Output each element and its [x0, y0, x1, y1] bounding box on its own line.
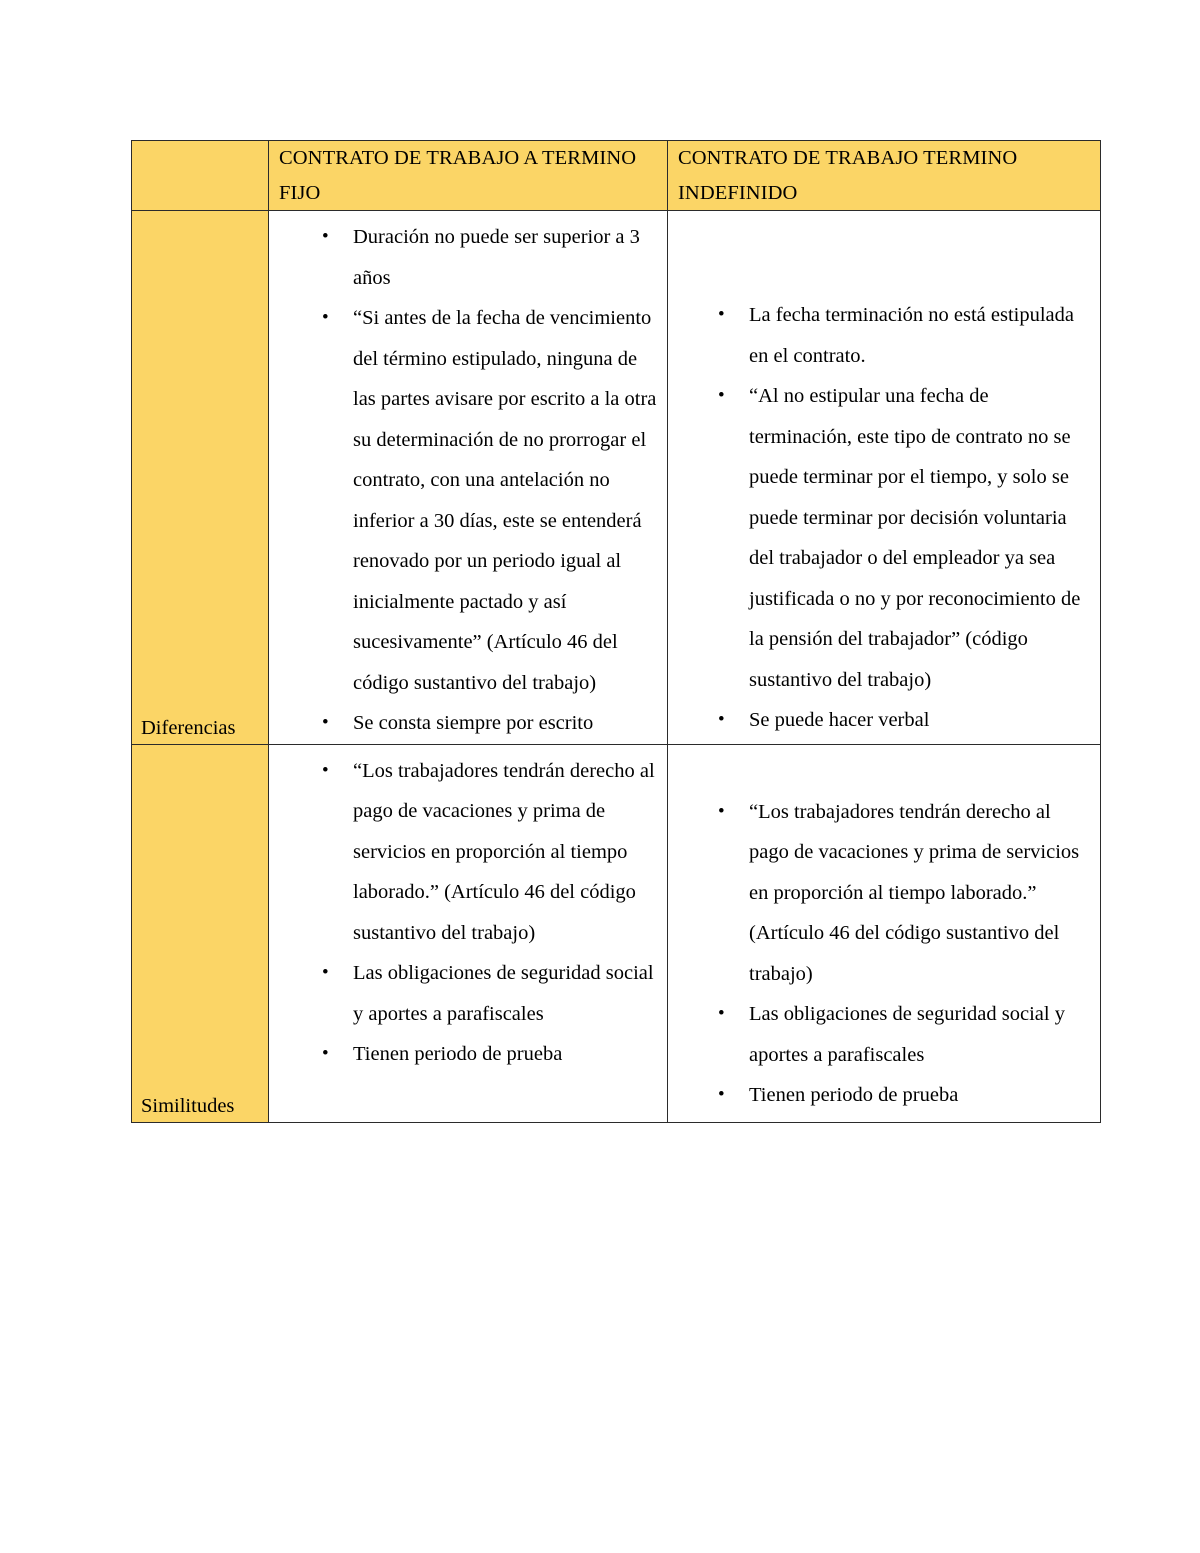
comparison-table — [131, 140, 1101, 1123]
bullet-list — [269, 751, 667, 1075]
header-cell-termino-indefinido — [668, 141, 1101, 211]
table-row — [132, 744, 1101, 1122]
list-item: • Se puede hacer verbal — [668, 700, 1100, 741]
row-label-similitudes: Similitudes — [141, 1094, 235, 1117]
list-item: • “Los trabajadores tendrán derecho al pago de vacaciones y prima de servicios en proporción al tiempo laborado.” (Artículo 46 del código sustantivo del trabajo) — [668, 792, 1100, 995]
table-row — [132, 211, 1101, 745]
list-item: • Las obligaciones de seguridad social y aportes a parafiscales — [269, 953, 667, 1034]
header-label-termino-indefinido: CONTRATO DE TRABAJO TERMINO INDEFINIDO — [678, 147, 1018, 204]
cell-similitudes-termino-indefinido — [668, 744, 1101, 1122]
header-cell-termino-fijo — [269, 141, 668, 211]
list-item: • Tienen periodo de prueba — [668, 1075, 1100, 1116]
list-item: • Se consta siempre por escrito — [269, 703, 667, 744]
cell-content — [269, 745, 667, 1081]
table-header-row — [132, 141, 1101, 211]
comparison-table-container — [131, 140, 1100, 1123]
bullet-list — [668, 792, 1100, 1116]
cell-content — [668, 745, 1100, 1122]
row-label-cell-similitudes — [132, 744, 269, 1122]
row-label-diferencias: Diferencias — [141, 716, 236, 739]
header-label-termino-fijo: CONTRATO DE TRABAJO A TERMINO FIJO — [279, 147, 637, 204]
cell-content — [668, 211, 1100, 741]
list-item: • “Los trabajadores tendrán derecho al pago de vacaciones y prima de servicios en proporción al tiempo laborado.” (Artículo 46 del código sustantivo del trabajo) — [269, 751, 667, 954]
row-label-cell-diferencias — [132, 211, 269, 745]
list-item: • Las obligaciones de seguridad social y aportes a parafiscales — [668, 994, 1100, 1075]
list-item: • La fecha terminación no está estipulada en el contrato. — [668, 295, 1100, 376]
cell-content — [269, 211, 667, 744]
header-corner-cell — [132, 141, 269, 211]
cell-similitudes-termino-fijo — [269, 744, 668, 1122]
cell-diferencias-termino-fijo — [269, 211, 668, 745]
cell-diferencias-termino-indefinido — [668, 211, 1101, 745]
list-item: • Duración no puede ser superior a 3 años — [269, 217, 667, 298]
bullet-list — [668, 295, 1100, 741]
list-item: • “Si antes de la fecha de vencimiento del término estipulado, ninguna de las partes avisare por escrito a la otra su determinación de no prorrogar el contrato, con una antelación no inferior a 30 días, este se entenderá renovado por un periodo igual al inicialmente pactado y así sucesivamente” (Artículo 46 del código sustantivo del trabajo) — [269, 298, 667, 703]
list-item: • Tienen periodo de prueba — [269, 1034, 667, 1075]
bullet-list — [269, 217, 667, 744]
list-item: • “Al no estipular una fecha de terminación, este tipo de contrato no se puede terminar por el tiempo, y solo se puede terminar por decisión voluntaria del trabajador o del empleador ya sea justificada o no y por reconocimiento de la pensión del trabajador” (código sustantivo del trabajo) — [668, 376, 1100, 700]
